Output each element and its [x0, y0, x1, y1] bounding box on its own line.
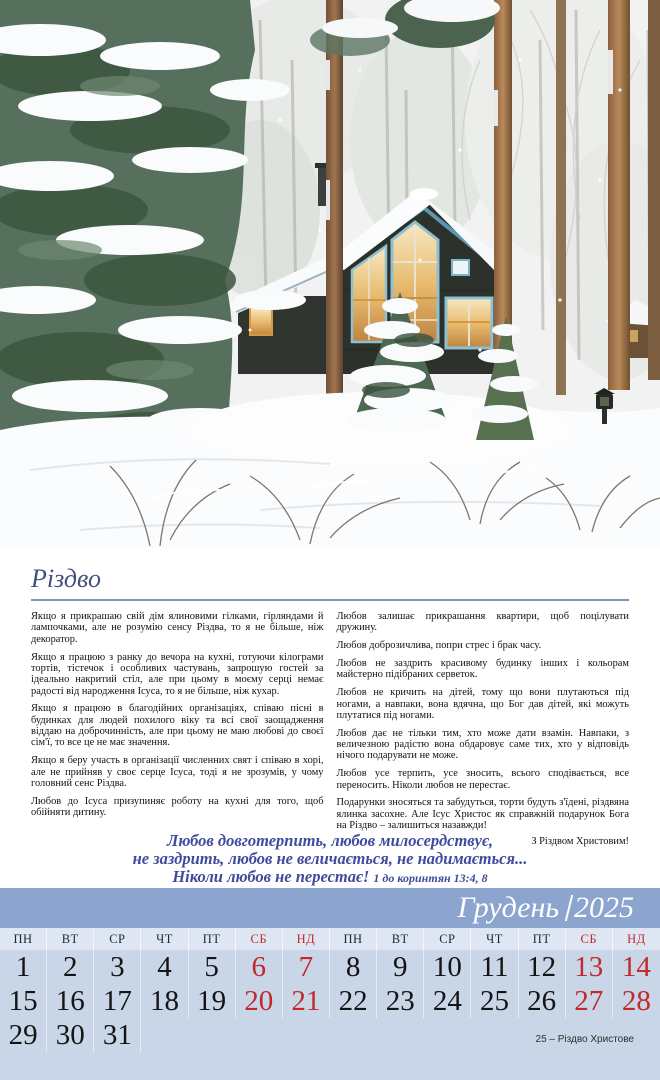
paragraph: Якщо я беру участь в організації численних свят і співаю в хорі, але не прийняв у своє серце Ісуса, тоді я не зрозумів, у чому головний сенс Різдва. [31, 755, 324, 789]
date-cell: 9 [377, 950, 424, 984]
paragraph: Якщо я працюю з ранку до вечора на кухні, готуючи кілограми тортів, тістечок і особливих частувань, запрошую гостей за ідеально накритий стіл, але при цьому в моєму серці немає радості від народження Ісуса, то я не більше, ніж кухар. [31, 651, 324, 697]
empty-cell [189, 1018, 236, 1052]
date-cell: 28 [621, 985, 651, 1017]
calendar-week-row [0, 984, 660, 1018]
quote-line-1: Любов довготерпить, любов милосердствує, [167, 831, 493, 850]
day-header: СР [424, 928, 471, 950]
quote-reference: 1 до коринтян 13:4, 8 [373, 870, 488, 885]
date-cell: 30 [47, 1018, 94, 1052]
month-label: Грудень [457, 891, 559, 924]
date-cell: 22 [330, 984, 377, 1018]
title-divider [31, 599, 629, 601]
page-title: Різдво [31, 564, 102, 593]
day-header: ВТ [47, 928, 94, 950]
quote-line-3 [0, 868, 660, 888]
date-cell: 5 [189, 950, 236, 984]
empty-cell [471, 1018, 518, 1052]
month-year-divider [565, 895, 573, 921]
date-cell: 3 [94, 950, 141, 984]
date-cell: 12 [519, 950, 566, 984]
empty-cell [377, 1018, 424, 1052]
empty-cell [283, 1018, 330, 1052]
date-cell: 8 [330, 950, 377, 984]
extension-window [250, 308, 272, 335]
paragraph: Любов до Ісуса призупиняє роботу на кухні для того, щоб обійняти дитину. [31, 795, 324, 819]
day-header: ПТ [519, 928, 566, 950]
paragraph: Любов усе терпить, усе зносить, всього сподівається, все переносить. Ніколи любов не перестає. [336, 768, 629, 791]
empty-cell [236, 1018, 283, 1052]
paragraph: Любов не кричить на дітей, тому що вони плутаються під ногами, а навпаки, вона вдячна, що Бог дав дітей, які можуть плутатися під ногами. [336, 687, 629, 721]
day-header: СБ [566, 928, 613, 950]
date-cell: 25 [471, 984, 518, 1018]
date-cell: 27 [566, 984, 613, 1018]
day-header-row [0, 928, 660, 950]
date-cell: 17 [94, 984, 141, 1018]
article-right-column [336, 611, 630, 847]
date-cell: 1 [0, 950, 47, 984]
bible-quote [0, 832, 660, 887]
date-cell: 31 [94, 1018, 141, 1052]
dates-grid [0, 950, 660, 1080]
cabin-chimney [318, 166, 326, 206]
day-header: ЧТ [471, 928, 518, 950]
date-cell: 16 [47, 984, 94, 1018]
empty-cell [424, 1018, 471, 1052]
date-cell: 24 [424, 984, 471, 1018]
day-header: НД [627, 931, 646, 946]
date-cell: 14 [621, 951, 651, 983]
paragraph: З Різдвом Христовим! [531, 836, 629, 847]
day-header: СБ [236, 928, 283, 950]
holiday-footnote: 25 – Різдво Христове [535, 1034, 634, 1045]
date-cell: 11 [471, 950, 518, 984]
day-header: НД [283, 928, 330, 950]
article-section [0, 548, 660, 888]
day-header: ПН [330, 928, 377, 950]
date-cell: 6 [236, 950, 283, 984]
empty-cell [330, 1018, 377, 1052]
quote-line-3-text: Ніколи любов не перестає! [172, 866, 370, 886]
paragraph: Подарунки зносяться та забудуться, торти будуть з'їдені, різдвяна ялинка засохне. Але Ісус Христос як справжній подарунок Бога на Різдво – залишиться назавжди! [336, 797, 629, 832]
quote-line-2: не заздрить, любов не величається, не надимається... [132, 848, 528, 868]
date-cell: 13 [566, 950, 613, 984]
paragraph: Любов залишає прикрашання квартири, щоб поцілувати дружину. [336, 611, 629, 634]
day-header: ВТ [377, 928, 424, 950]
paragraph: Любов не заздрить красивому будинку інших і кольорам майстерно підібраних серветок. [336, 658, 629, 681]
date-cell: 15 [0, 984, 47, 1018]
day-header: ЧТ [141, 928, 188, 950]
paragraph: Любов дає не тільки тим, хто може дати взамін. Навпаки, з величезною радістю вона обдаровує саме тих, хто у відповідь нічого подарувати не може. [336, 727, 629, 762]
article-left-column [31, 611, 324, 837]
empty-cell [141, 1018, 188, 1052]
date-cell: 23 [377, 984, 424, 1018]
vent-window [452, 260, 469, 275]
paragraph: Любов доброзичлива, попри стрес і брак часу. [336, 640, 542, 652]
date-cell: 20 [236, 984, 283, 1018]
date-cell: 18 [141, 984, 188, 1018]
date-cell: 26 [519, 984, 566, 1018]
date-cell: 2 [47, 950, 94, 984]
day-header: ПТ [189, 928, 236, 950]
calendar-header [0, 888, 660, 928]
date-cell: 19 [189, 984, 236, 1018]
date-cell: 10 [424, 950, 471, 984]
calendar-section [0, 888, 660, 1080]
paragraph: Якщо я прикрашаю свій дім ялиновими гілками, гірляндами й лампочками, але не розумію сенсу Різдва, то я не більше, ніж декоратор. [31, 611, 324, 645]
date-cell: 4 [141, 950, 188, 984]
calendar-week-row [0, 950, 660, 984]
day-header: ПН [0, 928, 47, 950]
date-cell: 7 [283, 950, 330, 984]
date-cell: 29 [0, 1018, 47, 1052]
year-label: 2025 [574, 891, 634, 924]
day-header: СР [94, 928, 141, 950]
paragraph: Якщо я працюю в благодійних організаціях, співаю пісні в будинках для людей похилого віку та всі свої заощадження віддаю на доброчинність, але при цьому не маю любові до своєї сім'ї, то все це не має значення. [31, 703, 324, 749]
date-cell: 21 [283, 984, 330, 1018]
